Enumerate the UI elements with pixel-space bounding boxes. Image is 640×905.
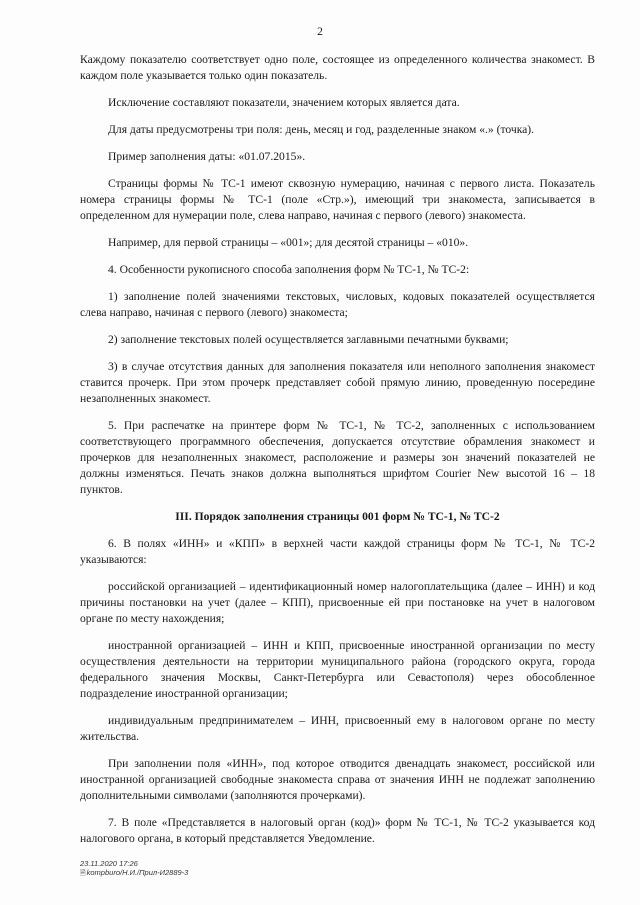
list-item: 3) в случае отсутствия данных для заполнения показателя или неполного заполнения знакомест ставится прочерк. При этом прочерк представляет собой прямую линию, проведенную посередине незаполненных знакомест. xyxy=(80,360,595,405)
list-item: 2) заполнение текстовых полей осуществляется заглавными печатными буквами; xyxy=(108,333,509,346)
footer-timestamp: 23.11.2020 17:26 xyxy=(80,859,138,868)
footer-path: kompburo/Н.И./Прил-И2889-3 xyxy=(86,868,189,877)
paragraph: Каждому показателю соответствует одно поле, состоящее из определенного количества знакомест. В каждом поле указывается только один показатель. xyxy=(80,53,595,82)
paragraph: Например, для первой страницы – «001»; для десятой страницы – «010». xyxy=(108,236,469,249)
paragraph: 6. В полях «ИНН» и «КПП» в верхней части каждой страницы форм № ТС-1, № ТС-2 указываются: xyxy=(80,537,595,566)
paragraph: Пример заполнения даты: «01.07.2015». xyxy=(108,150,306,163)
paragraph: 7. В поле «Представляется в налоговый орган (код)» форм № ТС-1, № ТС-2 указывается код налогового органа, в который представляется Уведомление. xyxy=(80,816,595,845)
paragraph: 4. Особенности рукописного способа заполнения форм № ТС-1, № ТС-2: xyxy=(108,263,470,276)
paragraph: Для даты предусмотрены три поля: день, месяц и год, разделенные знаком «.» (точка). xyxy=(108,123,535,136)
paragraph: При заполнении поля «ИНН», под которое отводится двенадцать знакомест, российской или иностранной организацией свободные знакоместа справа от значения ИНН не подлежат заполнению дополнительными символами (заполняются прочерками). xyxy=(80,757,595,802)
paragraph: 5. При распечатке на принтере форм № ТС-1, № ТС-2, заполненных с использованием соответствующего программного обеспечения, допускается отсутствие обрамления знакомест и прочерков для незаполненных знакомест, расположение и размеры зон значений показателей не должны изменяться. Печать знаков должна выполняться шрифтом Courier New высотой 16 – 18 пунктов. xyxy=(80,419,595,496)
document-icon: 🗎 xyxy=(80,870,86,877)
section-heading: III. Порядок заполнения страницы 001 форм № ТС-1, № ТС-2 xyxy=(175,510,500,523)
paragraph: Исключение составляют показатели, значением которых является дата. xyxy=(108,96,460,109)
page-number: 2 xyxy=(317,26,323,38)
file-footer xyxy=(80,859,188,878)
document-body xyxy=(80,52,595,858)
paragraph: Страницы формы № ТС-1 имеют сквозную нумерацию, начиная с первого листа. Показатель номера страницы формы № ТС-1 (поле «Стр.»), имеющий три знакоместа, записывается в определенном для нумерации поле, слева направо, начиная с первого (левого) знакоместа. xyxy=(80,177,595,222)
list-item: российской организацией – идентификационный номер налогоплательщика (далее – ИНН) и код причины постановки на учет (далее – КПП), присвоенные ей при постановке на учет в налоговом органе по месту нахождения; xyxy=(80,580,595,625)
list-item: иностранной организацией – ИНН и КПП, присвоенные иностранной организации по месту осуществления деятельности на территории муниципального района (городского округа, города федерального значения Москвы, Санкт-Петербурга или Севастополя) через обособленное подразделение иностранной организации; xyxy=(80,639,595,700)
list-item: индивидуальным предпринимателем – ИНН, присвоенный ему в налоговом органе по месту жительства. xyxy=(80,714,595,743)
list-item: 1) заполнение полей значениями текстовых, числовых, кодовых показателей осуществляется слева направо, начиная с первого (левого) знакоместа; xyxy=(80,290,595,319)
